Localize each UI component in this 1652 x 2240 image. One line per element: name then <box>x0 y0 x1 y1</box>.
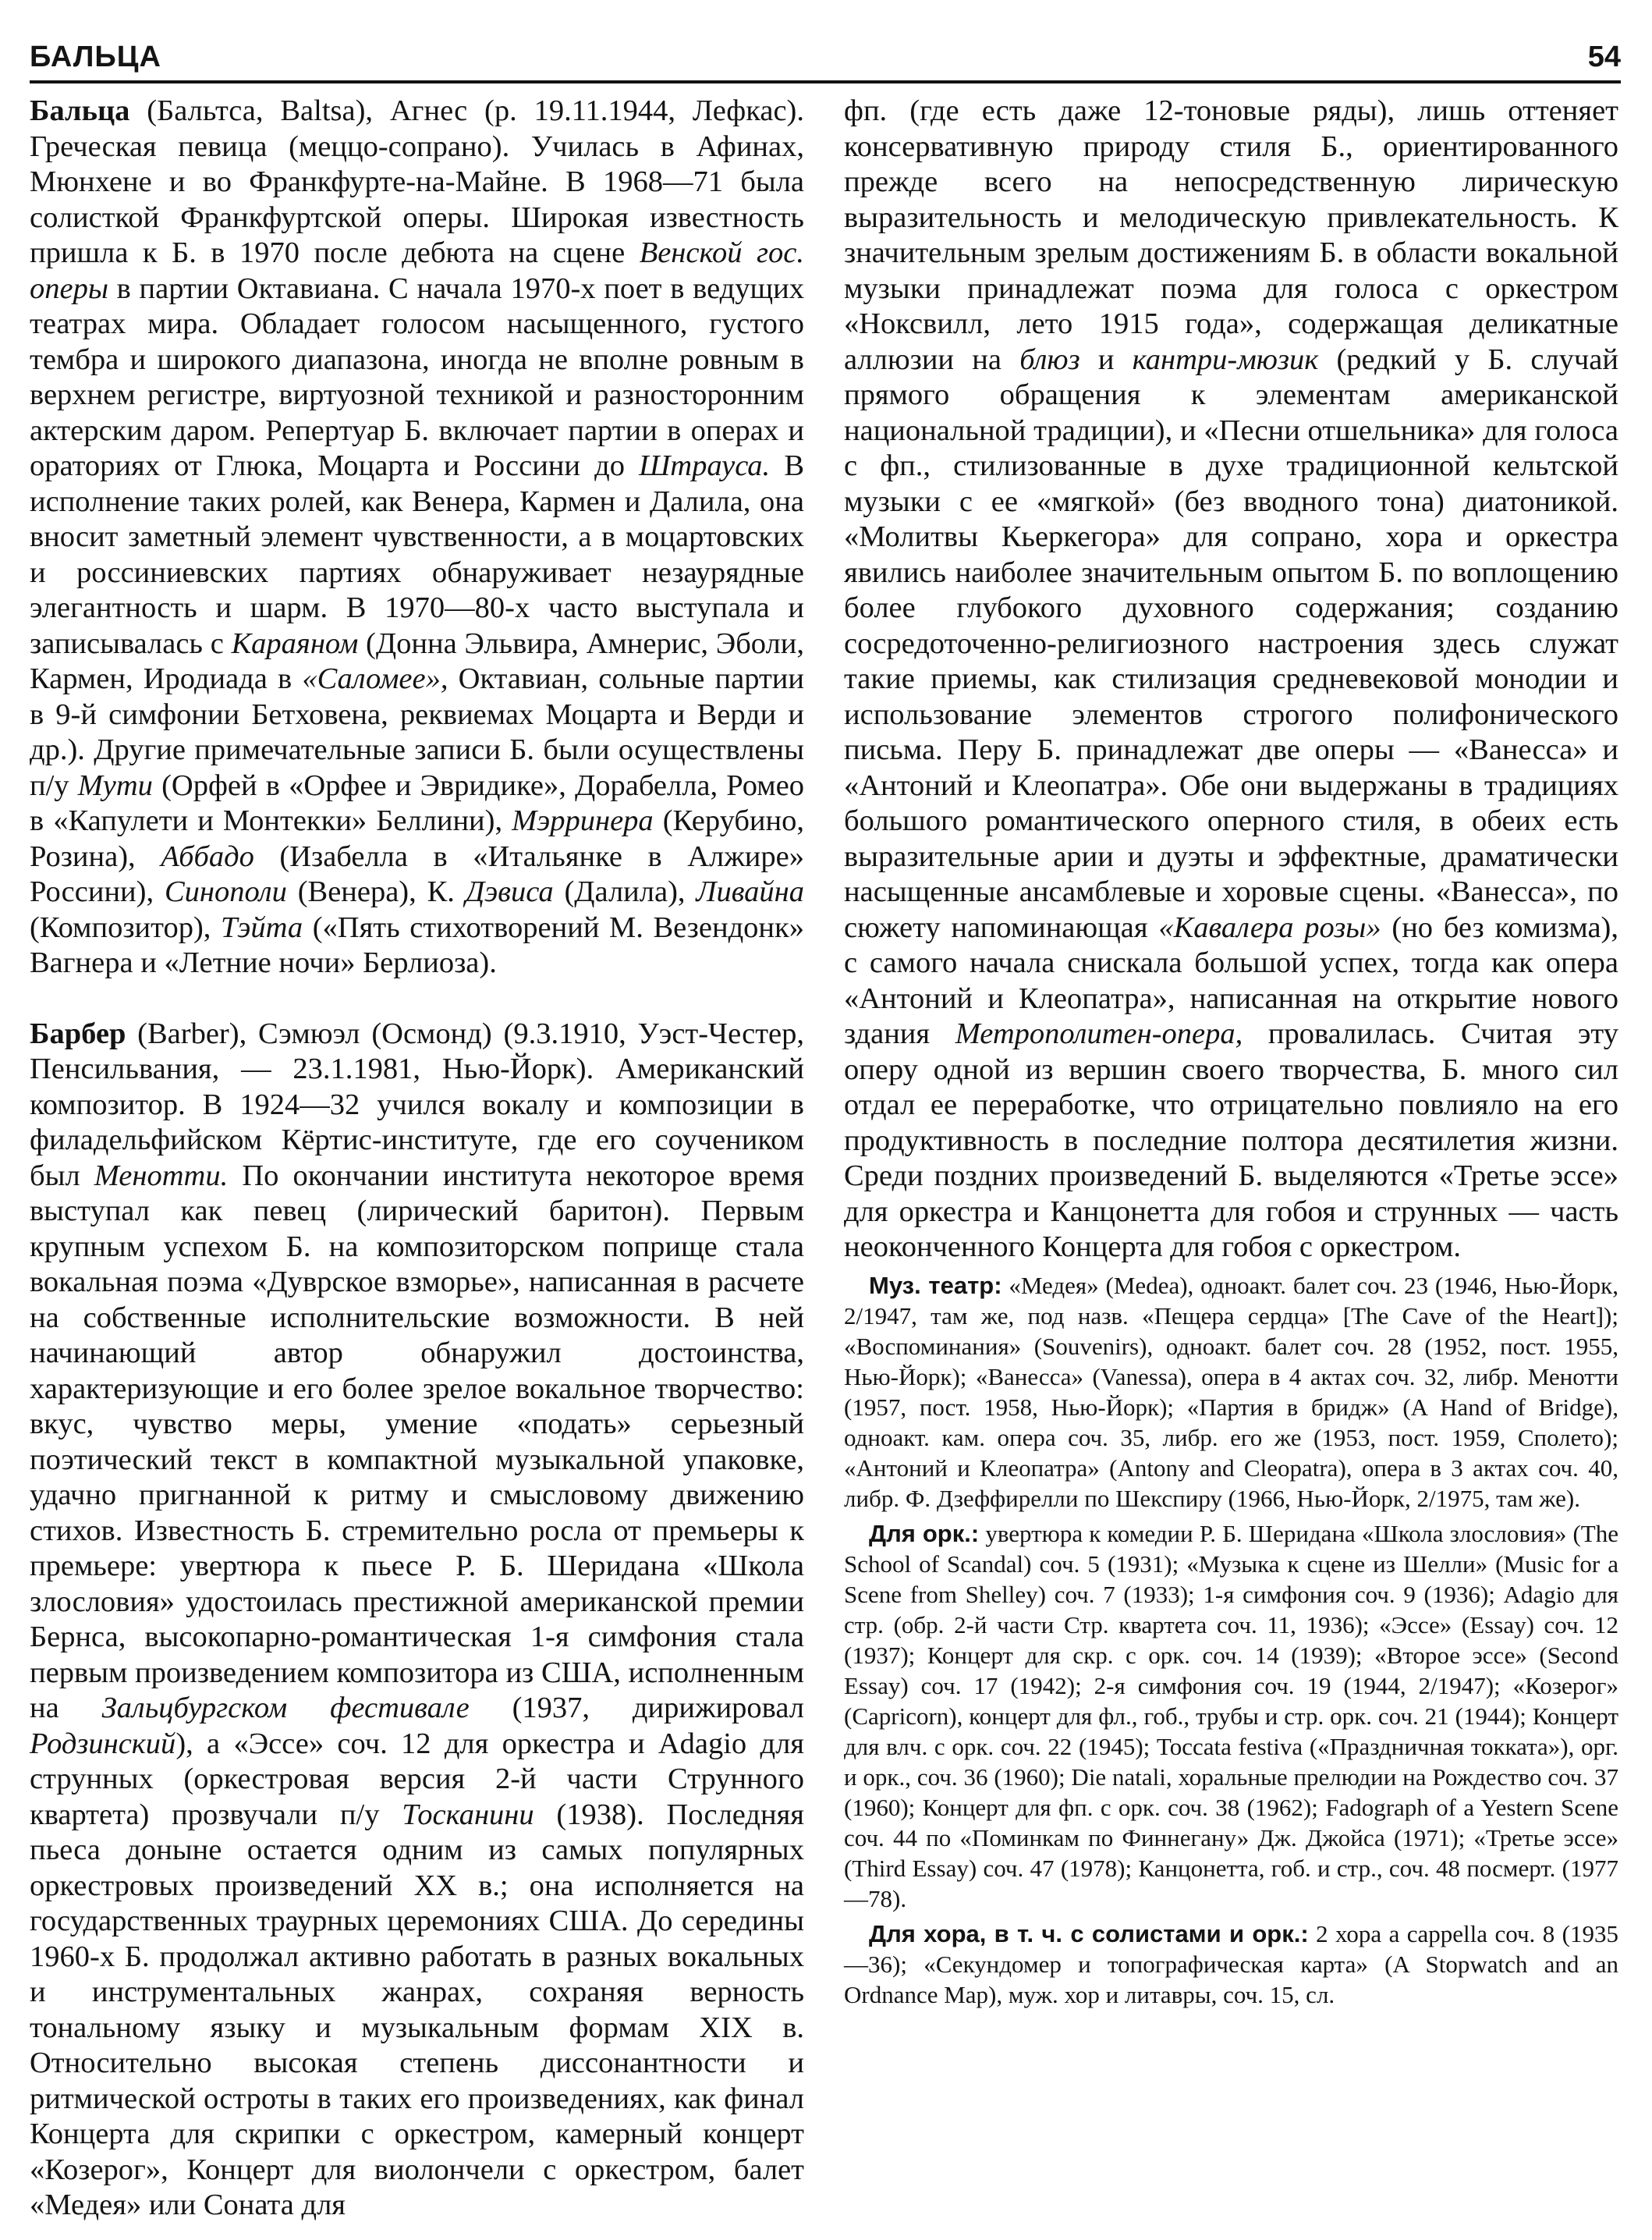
link-vienna-opera: Венской гос. оперы <box>30 236 804 305</box>
works-choir-text: 2 хора a cappella соч. 8 (1935—36); «Секундомер и топографическая карта» (A Stopwatch and an Ordnance Map), муж. хор и литавры, соч. 15, сл. <box>844 1919 1618 2008</box>
link-blues: блюз <box>1019 343 1080 376</box>
header-rule <box>30 80 1621 83</box>
entry-text: (Бальтса, Baltsa), Агнес (р. 19.11.1944, Лефкас). Греческая певица (меццо-сопрано). Училась в Афинах, Мюнхене и во Франкфурте-на-Майне. В 1968—71 была солисткой Франкфуртской оперы. Широкая известность пришла к Б. в 1970 после дебюта на сцене <box>30 94 804 269</box>
entry-text: (1937, дирижировал <box>469 1692 804 1724</box>
link-salzburg-festival: Зальцбургском фестивале <box>101 1692 470 1724</box>
entry-text: (Керубино, Розина), <box>30 804 804 873</box>
entry-text: (Barber), Сэмюэл (Осмонд) (9.3.1910, Уэст-Честер, Пенсильвания, — 23.1.1981, Нью-Йорк). Американский композитор. В 1924—32 учился вокалу и композиции в филадельфийском Кёртис-институте, где его соучеником был <box>30 1017 804 1192</box>
entry-text: фп. (где есть даже 12-тоновые ряды), лишь оттеняет консервативную природу стиля Б., ориентированного прежде всего на непосредственную лирическую выразительность и мелодическую привлекательность. К значительным зрелым достижениям Б. в области вокальной музыки принадлежат поэма для голоса с оркестром «Ноксвилл, лето 1915 года», содержащая деликатные аллюзии на <box>844 94 1618 376</box>
link-muti: Мути <box>77 769 153 802</box>
link-sinopoli: Синополи <box>164 875 287 908</box>
link-metropolitan-opera: Метрополитен-опера, <box>955 1017 1243 1050</box>
link-levine: Ливайна <box>696 875 804 908</box>
entry-text: (Венера), К. <box>286 875 466 908</box>
entry-barber <box>30 1017 804 2224</box>
link-salome: «Саломее», <box>302 662 448 695</box>
works-theatre-heading: Муз. театр: <box>869 1271 1002 1299</box>
link-karajan: Караяном <box>231 627 359 660</box>
entry-baltsa <box>30 94 804 982</box>
entry-text: (но без комизма), с самого начала снискала большой успех, тогда как опера «Антоний и Клеопатра», написанная на открытие нового здания <box>844 911 1618 1050</box>
entry-text: («Пять стихотворений М. Везендонк» Вагнера и «Летние ночи» Берлиоза). <box>30 911 804 979</box>
page-header <box>30 41 1621 78</box>
right-column <box>844 94 1618 2010</box>
entry-text: ), а «Эссе» соч. 12 для оркестра и Adagio для струнных (оркестровая версия 2-й части Струнного квартета) прозвучали п/у <box>30 1727 804 1831</box>
entry-barber-lemma: Барбер <box>30 1017 126 1050</box>
link-strauss: Штрауса. <box>639 449 771 482</box>
entry-text: (редкий у Б. случай прямого обращения к элементам американской национальной традиции), и «Песни отшельника» для голоса с фп., стилизованные в духе традиционной кельтской музыки с ее «мягкой» (без вводного тона) диатоникой. «Молитвы Кьеркегора» для сопрано, хора и оркестра явились наиболее значительным опытом Б. по воплощению более глубокого духовного содержания; созданию сосредоточенно-религиозного настроения здесь служат такие приемы, как стилизация средневековой монодии и использование элементов строгого полифонического письма. Перу Б. принадлежат две оперы — «Ванесса» и «Антоний и Клеопатра». Обе они выдержаны в традициях большого романтического оперного стиля, в обеих есть выразительные арии и дуэты и эффектные, драматически насыщенные ансамблевые и хоровые сцены. «Ванесса», по сюжету напоминающая <box>844 343 1618 944</box>
entry-text: По окончании института некоторое время выступал как певец (лирический баритон). Первым крупным успехом Б. на композиторском поприще стала вокальная поэма «Дуврское взморье», написанная в расчете на собственные исполнительские возможности. В ней начинающий автор обнаружил достоинства, характеризующие и его более зрелое вокальное творчество: вкус, чувство меры, умение «подать» серьезный поэтический текст в компактной музыкальной упаковке, удачно пригнанной к ритму и смысловому движению стихов. Известность Б. стремительно росла от премьеры к премьере: увертюра к пьесе Р. Б. Шеридана «Школа злословия» удостоилась престижной американской премии Бернса, высокопарно-романтическая 1-я симфония стала первым произведением композитора из США, исполненным на <box>30 1159 804 1724</box>
entry-text: (Изабелла в «Итальянке в Алжире» Россини), <box>30 840 804 908</box>
works-orchestra <box>844 1518 1618 1914</box>
works-theatre <box>844 1270 1618 1514</box>
page-number: 54 <box>1587 41 1621 73</box>
link-marriner: Мэрринера <box>512 804 654 837</box>
works-orchestra-heading: Для орк.: <box>869 1519 980 1547</box>
left-column <box>30 94 804 2224</box>
entry-barber-continued <box>844 94 1618 1266</box>
link-menotti: Менотти. <box>94 1159 229 1192</box>
works-choir-heading: Для хора, в т. ч. с солистами и орк.: <box>869 1919 1309 1947</box>
entry-text: (Композитор), <box>30 911 221 944</box>
entry-text: провалилась. Считая эту оперу одной из вершин своего творчества, Б. много сил отдал ее переработке, что отрицательно повлияло на его продуктивность в последние полтора десятилетия жизни. Среди поздних произведений Б. выделяются «Третье эссе» для оркестра и Канцонетта для гобоя и струнных — часть неоконченного Концерта для гобоя с оркестром. <box>844 1017 1618 1263</box>
works-choir <box>844 1919 1618 2010</box>
running-title: БАЛЬЦА <box>30 41 161 73</box>
entry-text: (Далила), <box>553 875 697 908</box>
link-davis: Дэвиса <box>465 875 554 908</box>
entry-baltsa-lemma: Бальца <box>30 94 130 127</box>
entry-text: В исполнение таких ролей, как Венера, Кармен и Далила, она вносит заметный элемент чувственности, а в моцартовских и россиниевских партиях обнаруживает незаурядные элегантность и шарм. В 1970—80-х часто выступала и записывалась с <box>30 449 804 660</box>
link-rodzinski: Родзинский <box>30 1727 176 1760</box>
link-abbado: Аббадо <box>161 840 254 873</box>
entry-text: Октавиан, сольные партии в 9-й симфонии Бетховена, реквиемах Моцарта и Верди и др.). Другие примечательные записи Б. были осуществлены п/у <box>30 662 804 802</box>
works-orchestra-text: увертюра к комедии Р. Б. Шеридана «Школа злословия» (The School of Scandal) соч. 5 (1931); «Музыка к сцене из Шелли» (Music for a Scene from Shelley) соч. 7 (1933); 1-я симфония соч. 9 (1936); Adagio для стр. (обр. 2-й части Стр. квартета соч. 11, 1936); «Эссе» (Essay) соч. 12 (1937); Концерт для скр. с орк. соч. 14 (1939); «Второе эссе» (Second Essay) соч. 17 (1942); 2-я симфония соч. 19 (1944, 2/1947); «Козерог» (Capricorn), концерт для фл., гоб., трубы и стр. орк. соч. 21 (1944); Концерт для влч. с орк. соч. 22 (1945); Toccata festiva («Праздничная токката»), орг. и орк., соч. 36 (1960); Die natali, хоральные прелюдии на Рождество соч. 37 (1960); Концерт для фп. с орк. соч. 38 (1962); Fadograph of a Yestern Scene соч. 44 по «Поминкам по Финнегану» Дж. Джойса (1971); «Третье эссе» (Third Essay) соч. 47 (1978); Канцонетта, гоб. и стр., соч. 48 посмерт. (1977—78). <box>844 1519 1618 1912</box>
link-toscanini: Тосканини <box>402 1798 534 1831</box>
entry-text: (1938). Последняя пьеса доныне остается одним из самых популярных оркестровых произведений XX в.; она исполняется на государственных траурных церемониях США. До середины 1960-х Б. продолжал активно работать в разных вокальных и инструментальных жанрах, сохраняя верность тональному языку и музыкальным формам XIX в. Относительно высокая степень диссонантности и ритмической остроты в таких его произведениях, как финал Концерта для скрипки с оркестром, камерный концерт «Козерог», Концерт для виолончели с оркестром, балет «Медея» или Соната для <box>30 1798 804 2221</box>
works-theatre-text: «Медея» (Medea), одноакт. балет соч. 23 (1946, Нью-Йорк, 2/1947, там же, под назв. «Пещера сердца» [The Cave of the Heart]); «Воспоминания» (Souvenirs), одноакт. балет соч. 28 (1952, пост. 1955, Нью-Йорк); «Ванесса» (Vanessa), опера в 4 актах соч. 32, либр. Менотти (1957, пост. 1958, Нью-Йорк); «Партия в бридж» (A Hand of Bridge), одноакт. кам. опера соч. 35, либр. его же (1953, пост. 1959, Сполето); «Антоний и Клеопатра» (Antony and Cleopatra), опера в 3 актах соч. 40, либр. Ф. Дзеффирелли по Шекспиру (1966, Нью-Йорк, 2/1975, там же). <box>844 1271 1618 1512</box>
entry-text: (Донна Эльвира, Амнерис, Эболи, Кармен, Иродиада в <box>30 627 804 695</box>
link-rosenkavalier: «Кавалера розы» <box>1158 911 1381 944</box>
entry-text: и <box>1079 343 1133 376</box>
entry-text: в партии Октавиана. С начала 1970-х поет в ведущих театрах мира. Обладает голосом насыщенного, густого тембра и широкого диапазона, иногда не вполне ровным в верхнем регистре, виртуозной техникой и разносторонним актерским даром. Репертуар Б. включает партии в операх и ораториях от Глюка, Моцарта и Россини до <box>30 272 804 482</box>
entry-text: (Орфей в «Орфее и Эвридике», Дорабелла, Ромео в «Капулети и Монтекки» Беллини), <box>30 769 804 837</box>
link-tate: Тэйта <box>220 911 303 944</box>
link-country-music: кантри-мюзик <box>1132 343 1319 376</box>
